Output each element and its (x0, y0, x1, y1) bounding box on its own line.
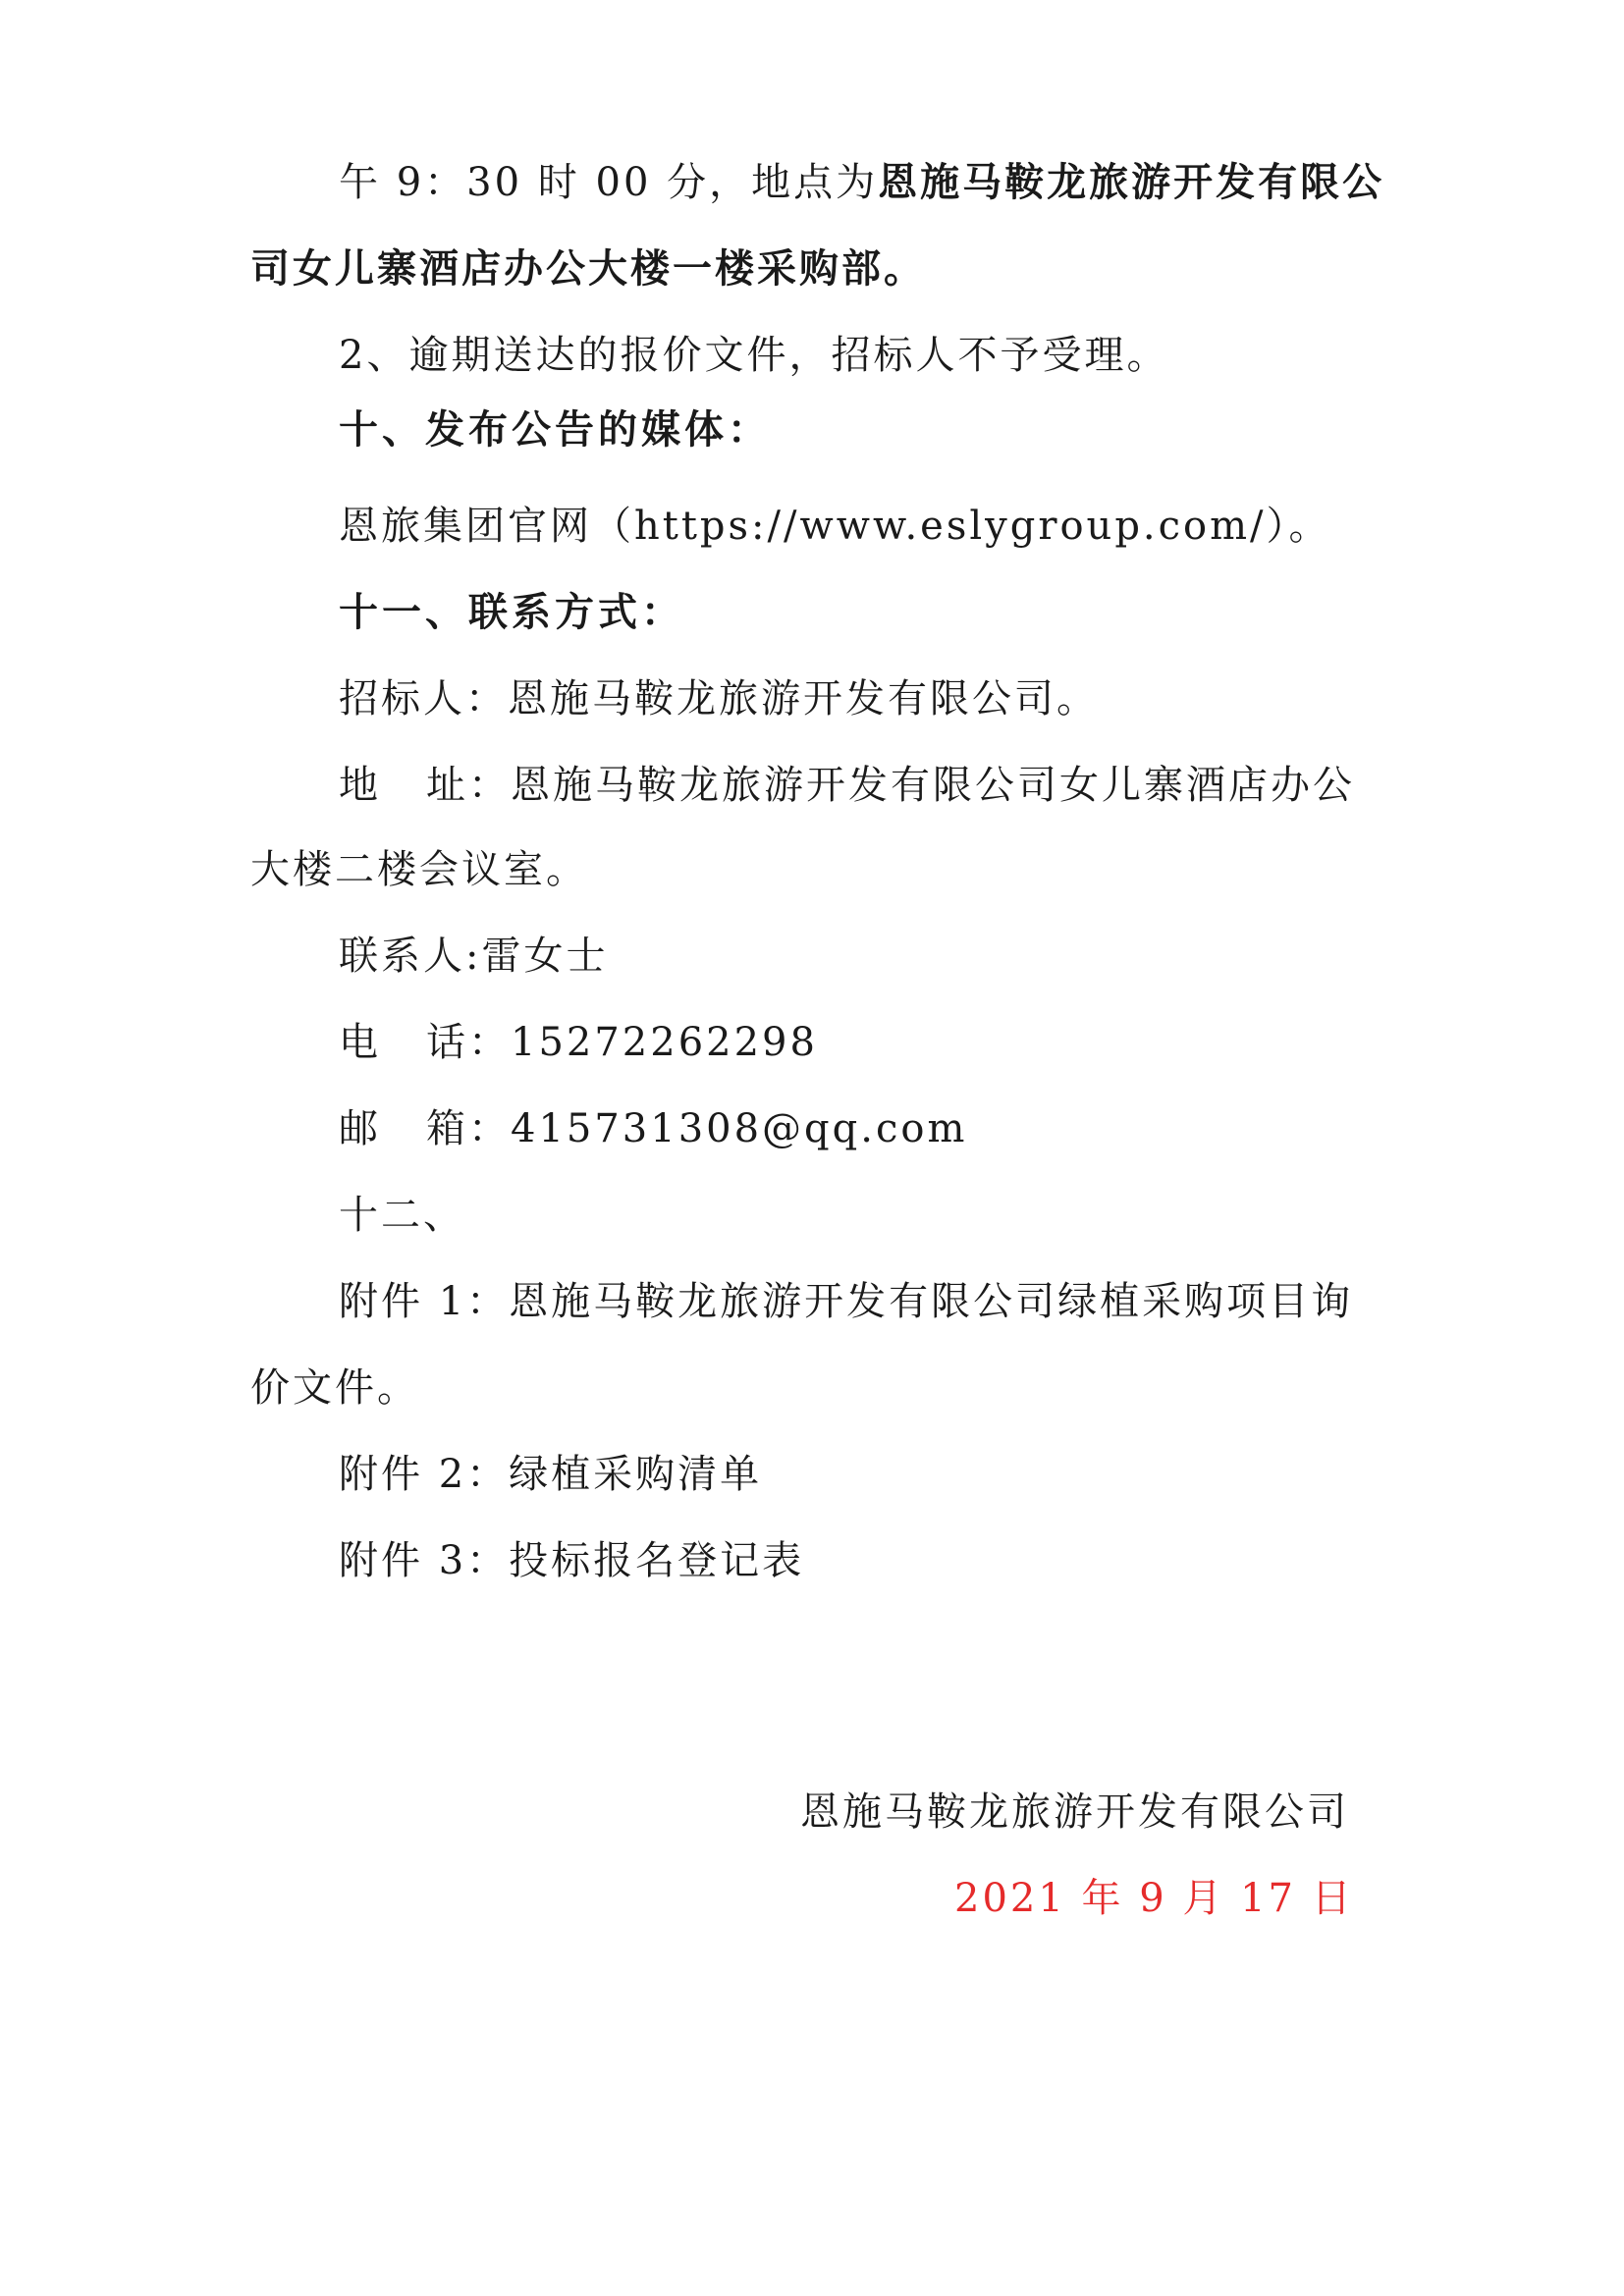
address-line2: 大楼二楼会议室。 (250, 847, 588, 892)
signature-company: 恩施马鞍龙旅游开发有限公司 (800, 1789, 1349, 1835)
section10-heading: 十、发布公告的媒体： (339, 406, 771, 453)
address-label-second: 址： (426, 763, 511, 808)
open-place-text: 恩施马鞍龙旅游开发有限公 (878, 159, 1385, 205)
phone-value: 15272262298 (511, 1020, 818, 1065)
contact-line: 联系人:雷女士 (339, 934, 609, 979)
address-line1 (339, 758, 1355, 813)
section11-heading: 十一、联系方式： (339, 589, 684, 635)
attachment3-line: 附件 3：投标报名登记表 (339, 1538, 805, 1583)
address-value: 恩施马鞍龙旅游开发有限公司女儿寨酒店办公 (511, 763, 1355, 808)
section9-time-place-line1 (339, 155, 1384, 210)
attachment1-line2: 价文件。 (250, 1365, 419, 1411)
open-time-text: 午 9：30 时 00 分，地点为 (339, 160, 879, 205)
section10-media: 恩旅集团官网（https://www.eslygroup.com/）。 (339, 504, 1331, 549)
phone-line (339, 1015, 818, 1070)
attachment1-line1: 附件 1：恩施马鞍龙旅游开发有限公司绿植采购项目询 (339, 1279, 1354, 1324)
email-label-first: 邮 (339, 1106, 381, 1151)
tenderer-line: 招标人：恩施马鞍龙旅游开发有限公司。 (339, 676, 1099, 721)
signature-date: 2021 年 9 月 17 日 (954, 1876, 1354, 1921)
phone-label-first: 电 (339, 1020, 381, 1065)
phone-label-second: 话： (426, 1020, 511, 1065)
email-label-second: 箱： (426, 1106, 511, 1151)
email-value: 415731308@qq.com (511, 1106, 968, 1151)
email-line (339, 1101, 967, 1156)
address-label-first: 地 (339, 763, 381, 808)
section12-heading: 十二、 (339, 1193, 465, 1238)
section9-item2: 2、逾期送达的报价文件，招标人不予受理。 (339, 333, 1169, 378)
section9-place-line2: 司女儿寨酒店办公大楼一楼采购部。 (250, 245, 926, 292)
attachment2-line: 附件 2：绿植采购清单 (339, 1452, 763, 1497)
